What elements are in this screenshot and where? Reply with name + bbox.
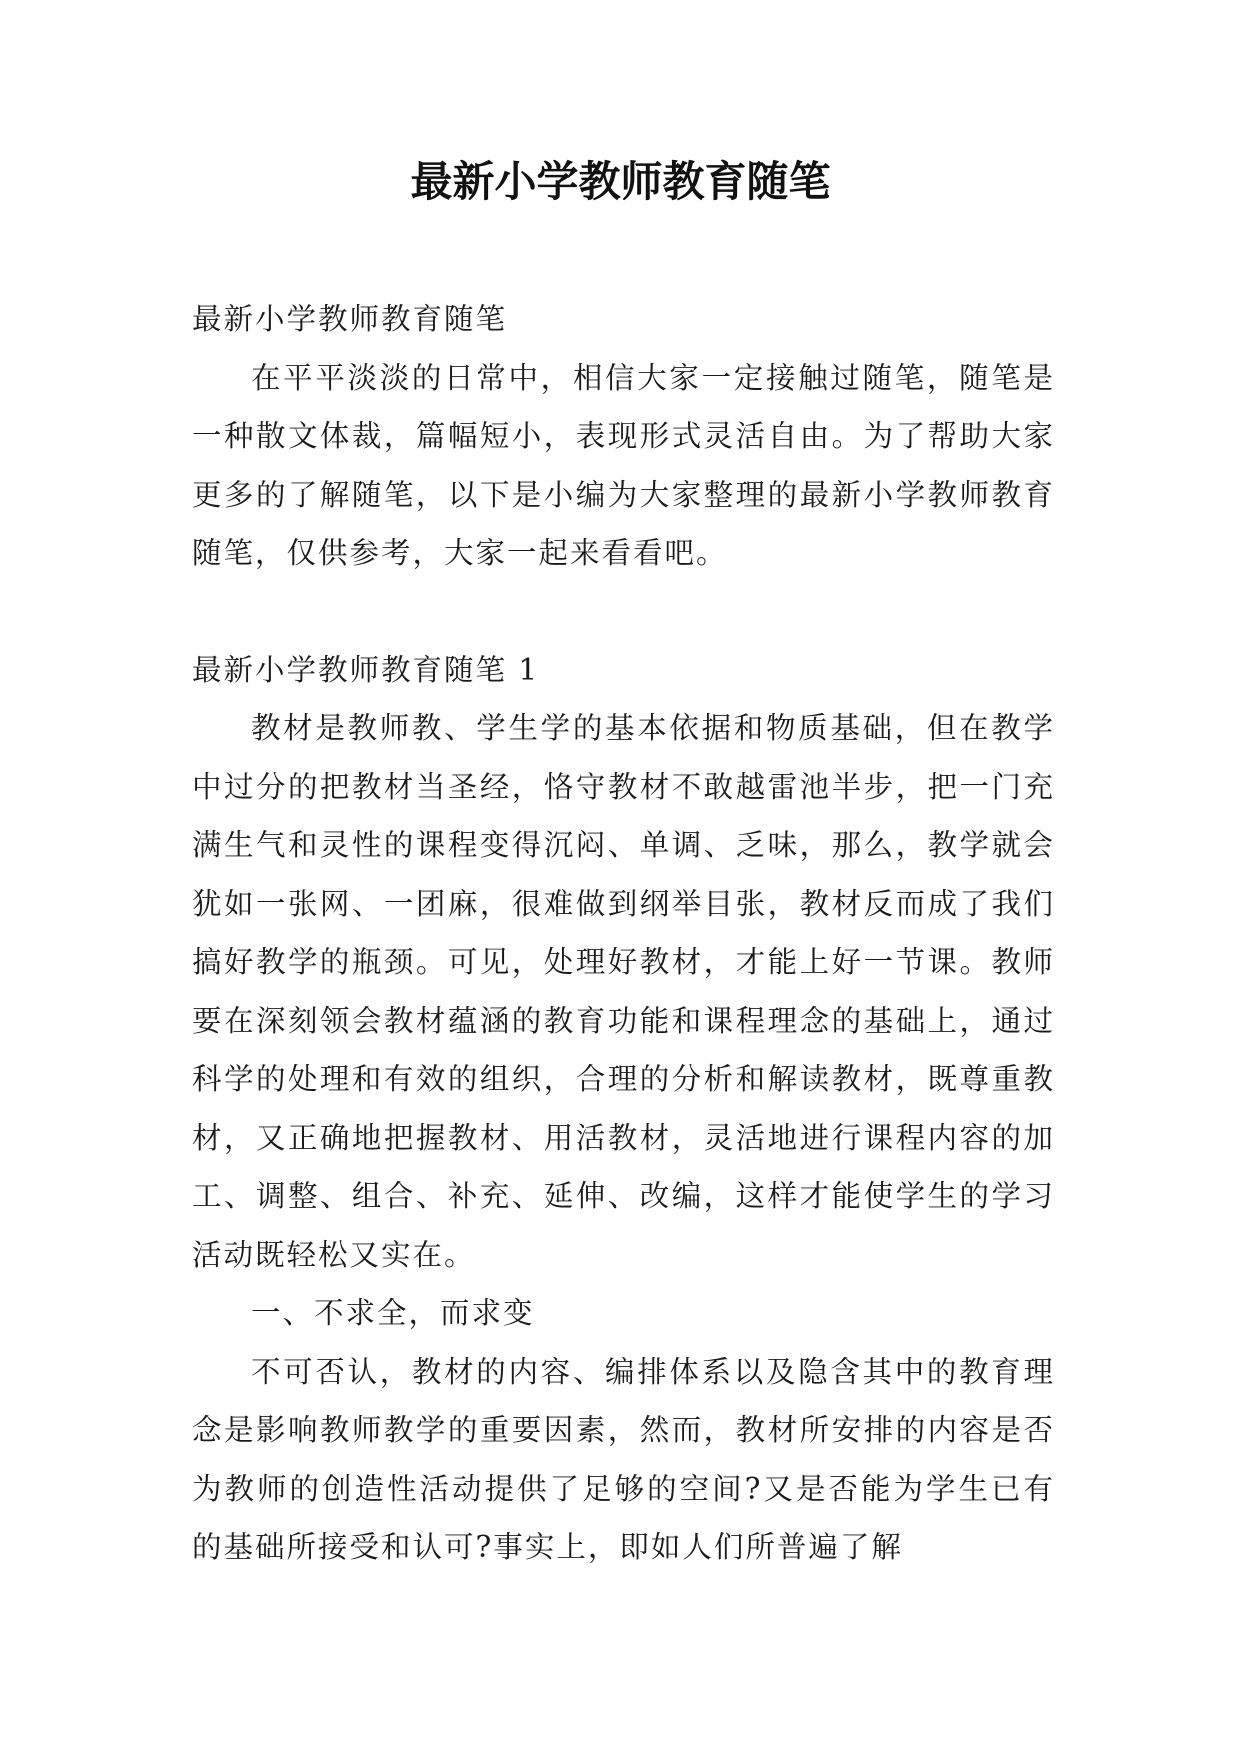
section-heading-1: 最新小学教师教育随笔 1 — [192, 652, 540, 687]
page-title: 最新小学教师教育随笔 — [410, 157, 831, 206]
subheading-1: 一、不求全，而求变 — [251, 1296, 535, 1330]
intro-heading: 最新小学教师教育随笔 — [192, 302, 508, 336]
body-paragraph-1: 教材是教师教、学生学的基本依据和物质基础，但在教学中过分的把教材当圣经，恪守教材不敢越雷池半步，把一门充满生气和灵性的课程变得沉闷、单调、乏味，那么，教学就会犹如一张网、一团麻，很难做到纲举目张，教材反而成了我们搞好教学的瓶颈。可见，处理好教材，才能上好一节课。教师要在深刻领会教材蕴涵的教育功能和课程理念的基础上，通过科学的处理和有效的组织，合理的分析和解读教材，既尊重教材，又正确地把握教材、用活教材，灵活地进行课程内容的加工、调整、组合、补充、延伸、改编，这样才能使学生的学习活动既轻松又实在。 — [192, 711, 1055, 1272]
document-body — [192, 290, 1055, 1577]
body-paragraph-2: 不可否认，教材的内容、编排体系以及隐含其中的教育理念是影响教师教学的重要因素，然而，教材所安排的内容是否为教师的创造性活动提供了足够的空间?又是否能为学生已有的基础所接受和认可?事实上，即如人们所普遍了解 — [192, 1354, 1055, 1564]
intro-paragraph: 在平平淡淡的日常中，相信大家一定接触过随笔，随笔是一种散文体裁，篇幅短小，表现形式灵活自由。为了帮助大家更多的了解随笔，以下是小编为大家整理的最新小学教师教育随笔，仅供参考，大家一起来看看吧。 — [192, 360, 1055, 570]
